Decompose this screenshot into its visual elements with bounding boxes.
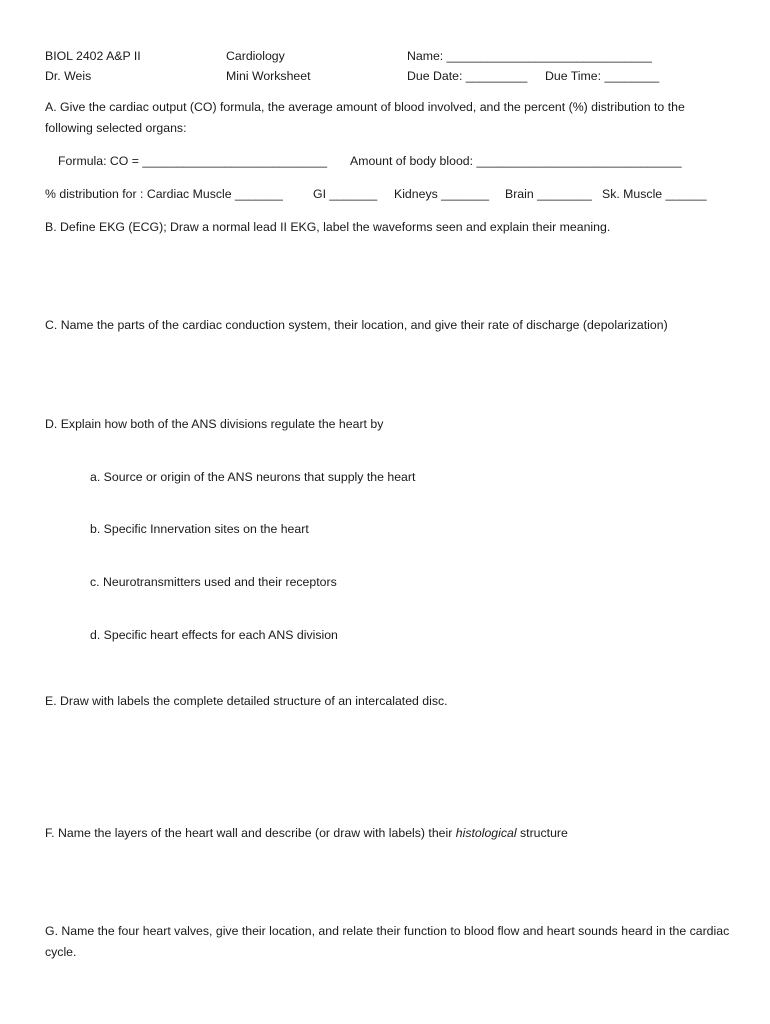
section-d-item-c: c. Neurotransmitters used and their receptors (90, 575, 337, 589)
section-g-prompt: G. Name the four heart valves, give their location, and relate their function to blood flow and heart sounds heard in the cardiac cycle. (45, 924, 730, 959)
section-f-prompt-start: F. Name the layers of the heart wall and describe (or draw with labels) their (45, 826, 456, 840)
name-field-line: Name: ______________________________ (407, 49, 652, 63)
worksheet-type: Mini Worksheet (226, 69, 311, 83)
section-d-item-d: d. Specific heart effects for each ANS division (90, 628, 338, 642)
section-b-prompt: B. Define EKG (ECG); Draw a normal lead II EKG, label the waveforms seen and explain their meaning. (45, 220, 611, 234)
due-date-line: Due Date: _________ (407, 69, 528, 83)
section-d-item-a: a. Source or origin of the ANS neurons that supply the heart (90, 470, 416, 484)
section-f-prompt (45, 825, 568, 841)
worksheet-topic: Cardiology (226, 49, 285, 63)
section-d-item-b: b. Specific Innervation sites on the heart (90, 522, 309, 536)
section-d-prompt: D. Explain how both of the ANS divisions regulate the heart by (45, 417, 384, 431)
section-c-prompt: C. Name the parts of the cardiac conduction system, their location, and give their rate of discharge (depolarization) (45, 318, 668, 332)
instructor-name: Dr. Weis (45, 69, 92, 83)
section-f-prompt-end: structure (516, 826, 568, 840)
section-e-prompt: E. Draw with labels the complete detailed structure of an intercalated disc. (45, 694, 448, 708)
body-blood-amount-line: Amount of body blood: ______________________________ (350, 154, 682, 168)
section-a-prompt: A. Give the cardiac output (CO) formula, the average amount of blood involved, and the percent (%) distribution to the following selected organs: (45, 100, 685, 135)
distribution-kidneys: Kidneys _______ (394, 187, 490, 201)
section-f-prompt-emphasis: histological (455, 826, 517, 840)
distribution-gi: GI _______ (313, 187, 378, 201)
cardiac-output-formula-line: Formula: CO = ___________________________ (58, 154, 328, 168)
distribution-brain: Brain ________ (505, 187, 592, 201)
due-time-line: Due Time: ________ (545, 69, 660, 83)
distribution-cardiac-muscle: % distribution for : Cardiac Muscle _______ (45, 187, 283, 201)
course-code: BIOL 2402 A&P II (45, 49, 141, 63)
distribution-sk-muscle: Sk. Muscle ______ (602, 187, 707, 201)
